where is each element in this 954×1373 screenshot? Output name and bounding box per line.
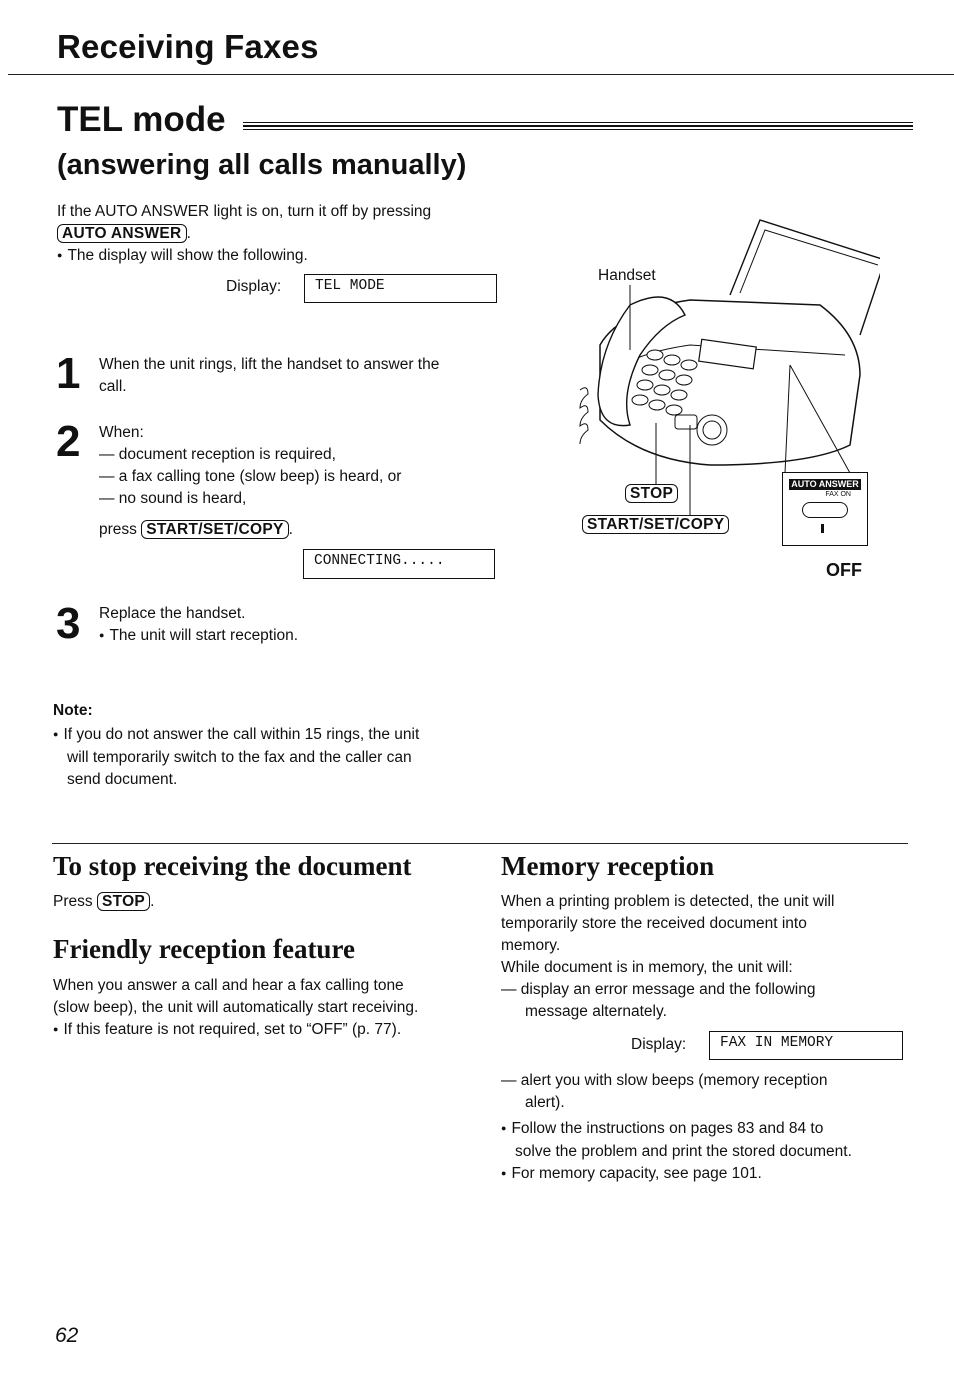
stop-key: STOP <box>97 892 150 911</box>
note-line: ● If you do not answer the call within 15 rings, the unit <box>53 724 493 747</box>
page-subheading: (answering all calls manually) <box>57 149 467 181</box>
step-line: When the unit rings, lift the handset to answer the <box>99 356 440 373</box>
step-2-press <box>99 519 293 541</box>
start-callout <box>582 515 729 534</box>
auto-answer-panel <box>782 472 868 546</box>
display-readout-fax-in-memory: FAX IN MEMORY <box>709 1031 903 1060</box>
intro-line: If the AUTO ANSWER light is on, turn it off by pressing <box>57 203 432 220</box>
step-line: — a fax calling tone (slow beep) is heard, or <box>99 468 402 485</box>
stop-key-label: STOP <box>625 484 678 503</box>
memory-line: When a printing problem is detected, the unit will <box>501 893 835 910</box>
auto-answer-button-icon <box>802 502 848 518</box>
memory-line: memory. <box>501 937 561 954</box>
off-label: OFF <box>826 560 862 580</box>
step-1-text <box>99 354 499 398</box>
step-number: 2 <box>56 417 81 466</box>
section-title: Receiving Faxes <box>57 28 319 65</box>
step-line: When: <box>99 424 144 441</box>
memory-line: — display an error message and the following <box>501 981 816 998</box>
fax-on-label: FAX ON <box>825 491 851 498</box>
friendly-line: (slow beep), the unit will automatically start receiving. <box>53 999 419 1016</box>
handset-label: Handset <box>598 267 656 284</box>
press-end: . <box>150 893 155 910</box>
display-readout-tel-mode: TEL MODE <box>304 274 497 303</box>
indicator-light-icon <box>821 524 824 533</box>
display-label: Display: <box>226 278 282 295</box>
intro-bullet: ● The display will show the following. <box>57 245 497 268</box>
step-line: Replace the handset. <box>99 605 246 622</box>
memory-line: message alternately. <box>525 1003 667 1020</box>
note-title: Note: <box>53 702 93 719</box>
press-text: Press <box>53 893 93 910</box>
memory-line: alert). <box>525 1094 565 1111</box>
friendly-section-title: Friendly reception feature <box>53 934 355 964</box>
friendly-section-text <box>53 975 483 1042</box>
page-heading: TEL mode <box>57 100 226 139</box>
auto-answer-panel-label: AUTO ANSWER <box>789 479 861 490</box>
stop-section-title: To stop receiving the document <box>53 851 412 881</box>
step-number: 1 <box>56 349 81 398</box>
memory-bullet: ● For memory capacity, see page 101. <box>501 1163 921 1186</box>
step-2-text <box>99 422 499 510</box>
auto-answer-key: AUTO ANSWER <box>57 224 187 243</box>
memory-section-title: Memory reception <box>501 851 715 881</box>
note-block <box>53 700 493 791</box>
display-label: Display: <box>631 1036 687 1053</box>
step-line: — no sound is heard, <box>99 490 247 507</box>
start-set-copy-key: START/SET/COPY <box>141 520 288 539</box>
memory-section-text-2 <box>501 1070 921 1186</box>
memory-line: While document is in memory, the unit will: <box>501 959 793 976</box>
page-number: 62 <box>55 1324 79 1347</box>
stop-callout <box>625 484 678 503</box>
memory-line: solve the problem and print the stored document. <box>515 1143 852 1160</box>
press-text: press <box>99 521 137 538</box>
fax-machine-illustration <box>560 215 880 515</box>
intro-block <box>57 201 497 268</box>
stop-section-text <box>53 891 154 913</box>
display-readout-connecting: CONNECTING..... <box>303 549 495 579</box>
step-bullet: ● The unit will start reception. <box>99 625 499 648</box>
friendly-line: When you answer a call and hear a fax calling tone <box>53 977 404 994</box>
memory-line: temporarily store the received document into <box>501 915 807 932</box>
memory-section-text <box>501 891 921 1023</box>
step-line: — document reception is required, <box>99 446 336 463</box>
note-line: will temporarily switch to the fax and the caller can <box>67 749 412 766</box>
friendly-bullet: ● If this feature is not required, set to “OFF” (p. 77). <box>53 1019 483 1042</box>
heading-rules <box>243 122 913 132</box>
step-number: 3 <box>56 599 81 648</box>
step-3-text <box>99 603 499 648</box>
intro-line-end: . <box>186 225 191 242</box>
press-end: . <box>288 521 293 538</box>
note-line: send document. <box>67 771 178 788</box>
section-divider <box>52 843 908 844</box>
start-set-copy-key-label: START/SET/COPY <box>582 515 729 534</box>
memory-line: — alert you with slow beeps (memory reception <box>501 1072 828 1089</box>
memory-bullet: ● Follow the instructions on pages 83 and 84 to <box>501 1118 921 1141</box>
section-divider <box>8 74 954 75</box>
step-line: call. <box>99 378 127 395</box>
